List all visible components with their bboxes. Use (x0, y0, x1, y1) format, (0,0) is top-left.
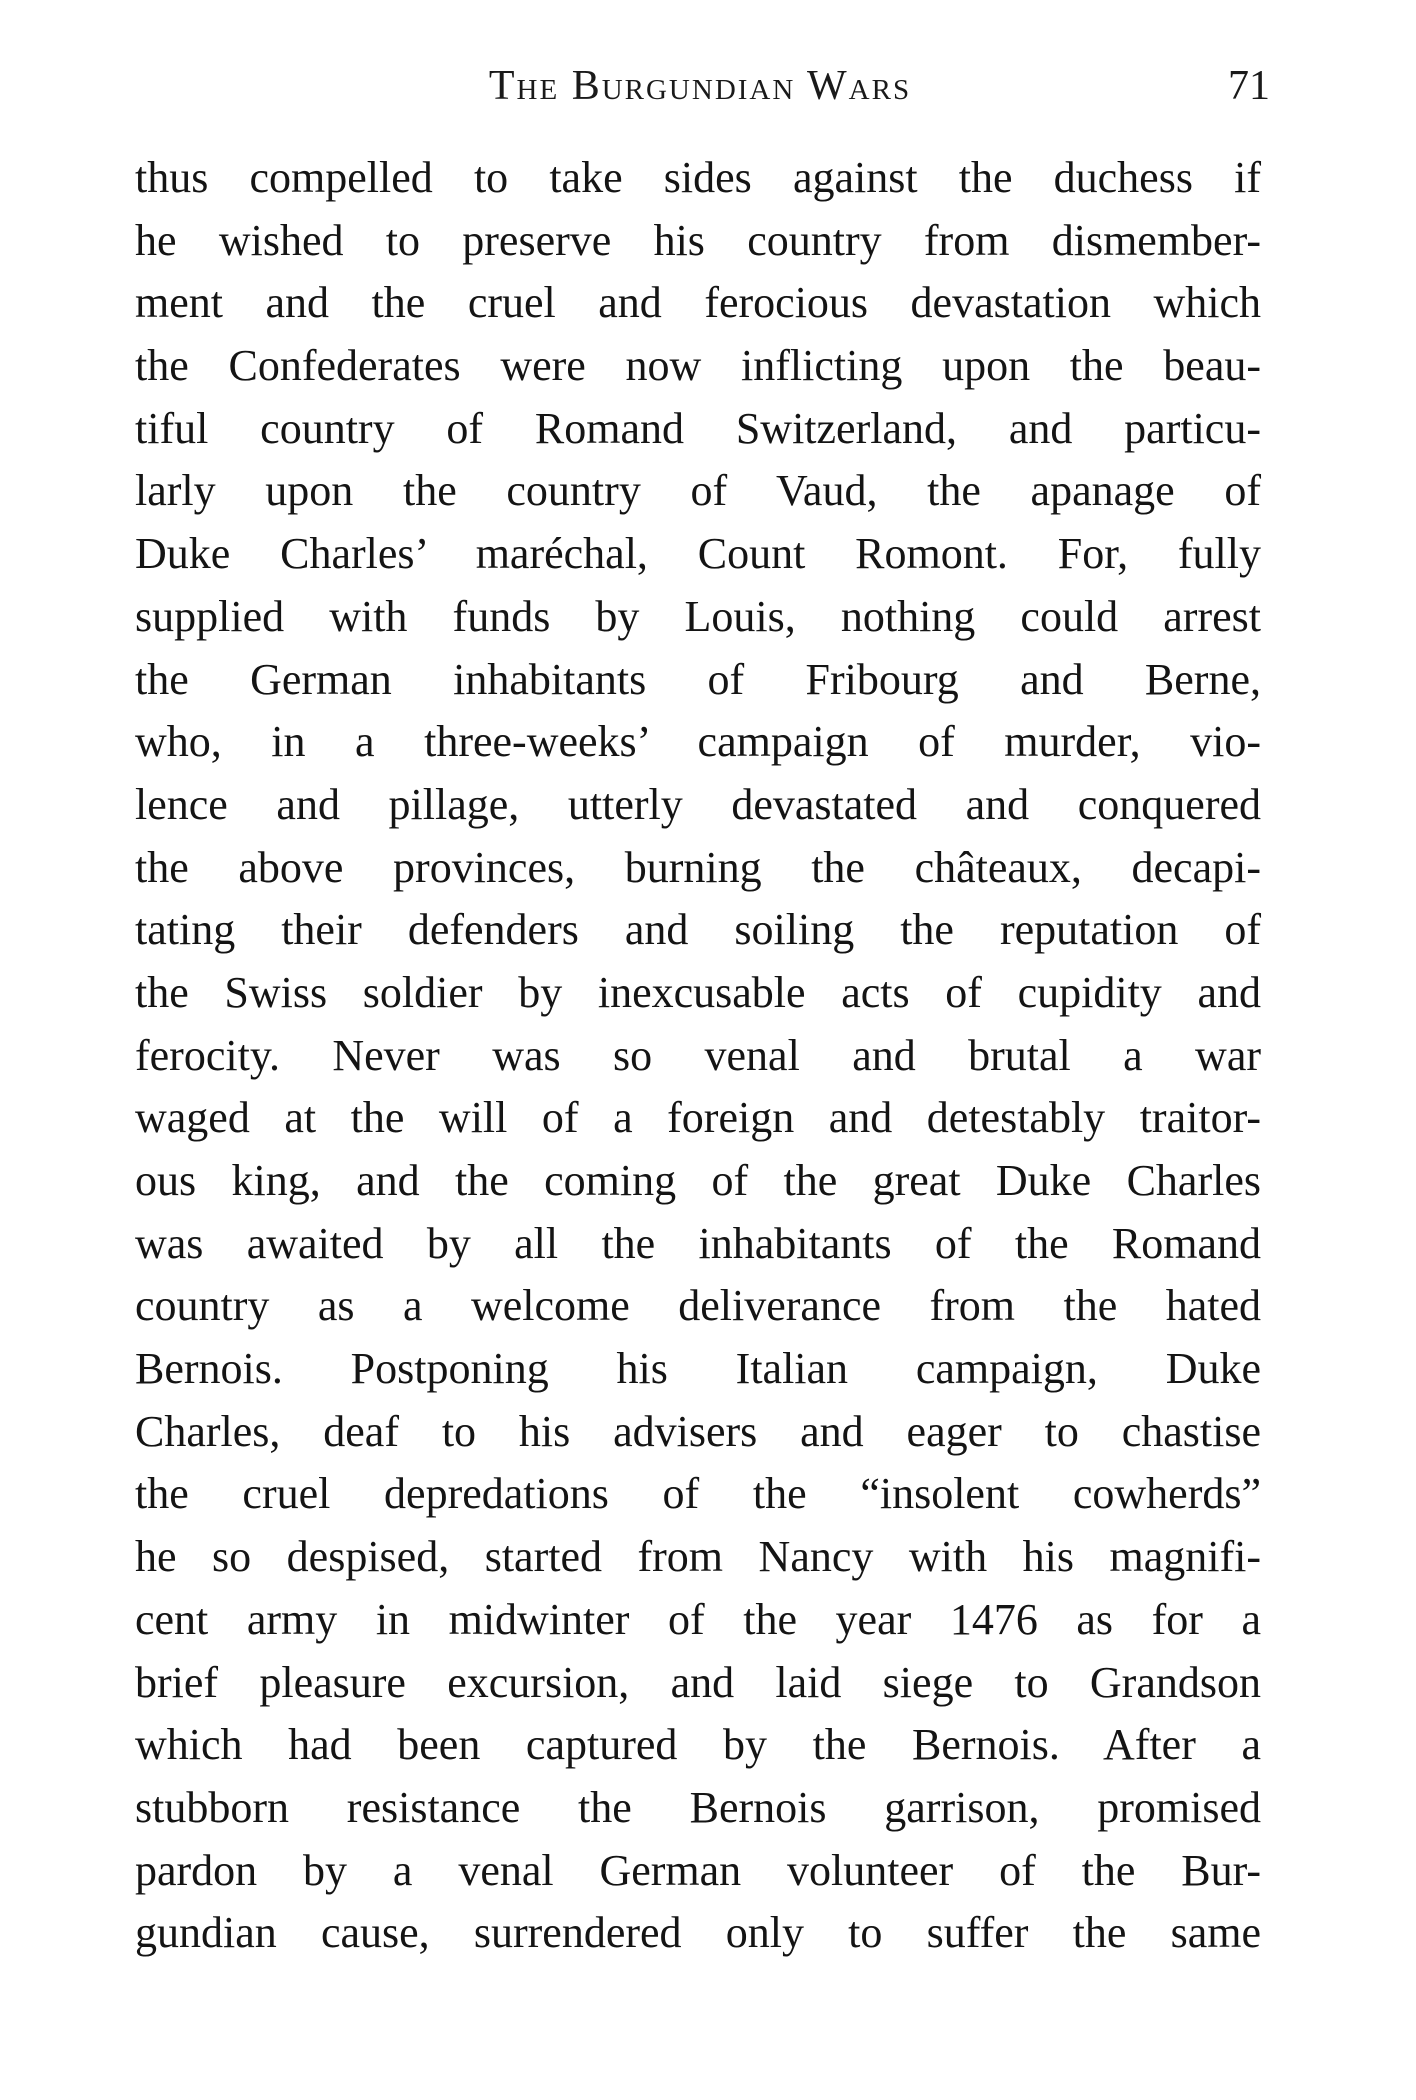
text-line: which had been captured by the Bernois. After a (135, 1720, 1261, 1770)
text-line: pardon by a venal German volunteer of the Bur- (135, 1845, 1261, 1895)
page-number: 71 (1228, 63, 1270, 109)
text-line: larly upon the country of Vaud, the apanage of (135, 466, 1261, 516)
text-line: tiful country of Romand Switzerland, and particu- (135, 403, 1261, 453)
text-line: thus compelled to take sides against the duchess if (135, 153, 1261, 202)
text-line: gundian cause, surrendered only to suffer the same (135, 1908, 1261, 1958)
text-line: who, in a three-weeks’ campaign of murder, vio- (135, 717, 1261, 767)
text-line: the German inhabitants of Fribourg and Berne, (135, 654, 1261, 704)
text-line: the Confederates were now inflicting upon the beau- (135, 341, 1261, 391)
text-line: the above provinces, burning the châteaux, decapi- (135, 842, 1261, 892)
running-head (130, 62, 1270, 122)
text-line: the cruel depredations of the “insolent cowherds” (135, 1469, 1261, 1519)
text-line: waged at the will of a foreign and detestably traitor- (135, 1093, 1261, 1143)
text-line: lence and pillage, utterly devastated and conquered (135, 779, 1261, 829)
text-line: country as a welcome deliverance from the hated (135, 1281, 1261, 1331)
text-line: cent army in midwinter of the year 1476 as for a (135, 1594, 1261, 1644)
text-line: tating their defenders and soiling the reputation of (135, 905, 1261, 955)
text-line: he wished to preserve his country from dismember- (135, 215, 1261, 265)
text-line: Duke Charles’ maréchal, Count Romont. For, fully (135, 529, 1261, 579)
text-line: brief pleasure excursion, and laid siege to Grandson (135, 1657, 1261, 1707)
text-line: ferocity. Never was so venal and brutal a war (135, 1030, 1261, 1080)
text-line: ment and the cruel and ferocious devastation which (135, 278, 1261, 328)
text-line: stubborn resistance the Bernois garrison, promised (135, 1782, 1261, 1832)
text-line: he so despised, started from Nancy with his magnifi- (135, 1532, 1261, 1582)
text-line: ous king, and the coming of the great Duke Charles (135, 1156, 1261, 1205)
text-line: was awaited by all the inhabitants of the Romand (135, 1218, 1261, 1268)
body-text (135, 147, 1261, 1965)
text-line: the Swiss soldier by inexcusable acts of cupidity and (135, 967, 1261, 1017)
text-line: supplied with funds by Louis, nothing could arrest (135, 591, 1261, 641)
text-line: Bernois. Postponing his Italian campaign, Duke (135, 1344, 1261, 1394)
running-title: The Burgundian Wars (488, 63, 912, 109)
text-line: Charles, deaf to his advisers and eager to chastise (135, 1406, 1261, 1456)
